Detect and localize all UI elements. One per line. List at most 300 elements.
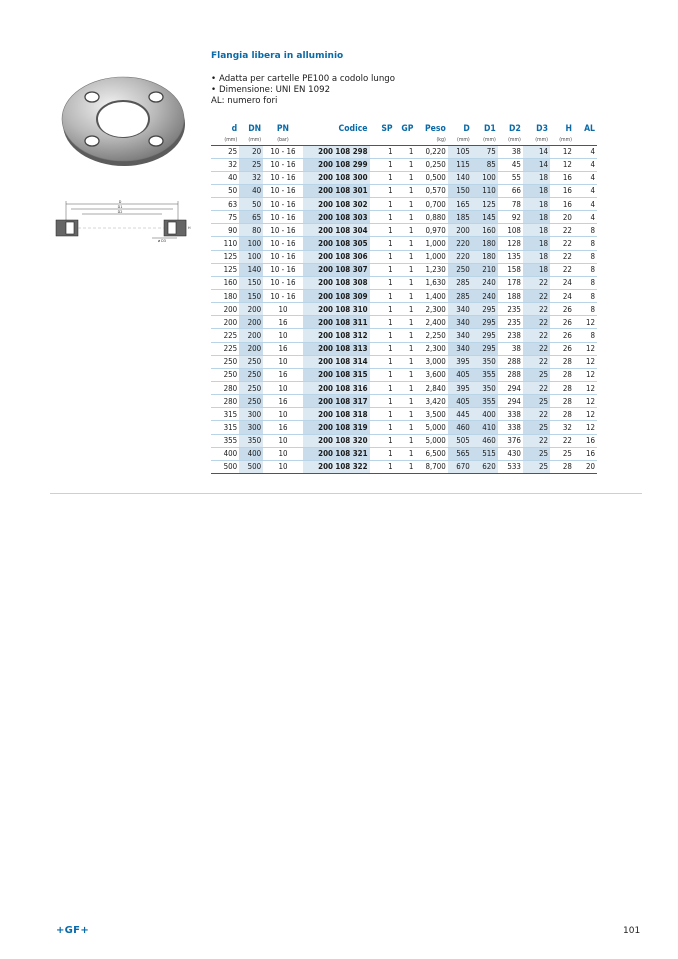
table-cell: 165 (448, 198, 472, 211)
table-row (211, 184, 597, 197)
table-cell: 10 (263, 460, 303, 473)
table-cell: 65 (239, 211, 263, 224)
table-cell: 10 - 16 (263, 145, 303, 158)
col-header: GP (401, 124, 414, 134)
table-cell: 16 (574, 434, 597, 447)
table-cell: 200 108 300 (303, 171, 370, 184)
table-cell: 200 (448, 224, 472, 237)
table-cell: 128 (498, 237, 523, 250)
table-cell: 1 (395, 263, 416, 276)
table-cell: 25 (239, 158, 263, 171)
table-cell: 28 (550, 395, 574, 408)
table-cell: 1 (370, 158, 395, 171)
table-cell: 565 (448, 447, 472, 460)
table-cell: 28 (550, 408, 574, 421)
table-cell: 1 (370, 342, 395, 355)
table-cell: 92 (498, 211, 523, 224)
table-cell: 294 (498, 395, 523, 408)
table-cell: 3,420 (415, 395, 447, 408)
table-cell: 3,000 (415, 355, 447, 368)
product-notes (211, 74, 395, 107)
table-cell: 10 (263, 329, 303, 342)
table-cell: 25 (523, 368, 550, 381)
table-cell: 350 (472, 382, 498, 395)
bullet-item: • Dimensione: UNI EN 1092 (211, 85, 395, 96)
table-cell: 200 108 305 (303, 237, 370, 250)
table-cell: 16 (263, 368, 303, 381)
table-cell: 315 (211, 421, 239, 434)
table-cell: 1 (395, 316, 416, 329)
col-header: H (565, 124, 572, 134)
table-cell: 5,000 (415, 421, 447, 434)
table-cell: 250 (239, 382, 263, 395)
table-cell: 150 (239, 276, 263, 289)
table-cell: 295 (472, 316, 498, 329)
table-cell: 200 108 299 (303, 158, 370, 171)
table-row (211, 211, 597, 224)
dim-label-D3: ø D3 (158, 239, 166, 243)
table-body (211, 145, 597, 474)
table-cell: 250 (239, 395, 263, 408)
table-cell: 1 (395, 211, 416, 224)
table-cell: 200 108 313 (303, 342, 370, 355)
table-cell: 200 (211, 303, 239, 316)
table-cell: 8 (574, 237, 597, 250)
table-cell: 285 (448, 290, 472, 303)
table-cell: 4 (574, 145, 597, 158)
table-cell: 1 (370, 382, 395, 395)
table-cell: 200 108 303 (303, 211, 370, 224)
table-cell: 28 (550, 355, 574, 368)
table-cell: 125 (472, 198, 498, 211)
table-row (211, 395, 597, 408)
table-cell: 5,000 (415, 434, 447, 447)
table-row (211, 290, 597, 303)
table-cell: 280 (211, 395, 239, 408)
table-cell: 200 108 316 (303, 382, 370, 395)
table-row (211, 342, 597, 355)
table-cell: 200 (239, 316, 263, 329)
table-cell: 4 (574, 198, 597, 211)
table-cell: 200 108 317 (303, 395, 370, 408)
table-cell: 22 (550, 434, 574, 447)
table-cell: 140 (239, 263, 263, 276)
table-cell: 2,400 (415, 316, 447, 329)
table-cell: 100 (239, 237, 263, 250)
unit-label: (mm) (498, 136, 523, 145)
col-header: D1 (484, 124, 496, 134)
table-cell: 10 - 16 (263, 171, 303, 184)
table-cell: 24 (550, 290, 574, 303)
table-cell: 1 (370, 421, 395, 434)
col-header: Codice (338, 124, 368, 134)
table-cell: 22 (523, 434, 550, 447)
table-cell: 1 (370, 237, 395, 250)
table-cell: 1 (370, 434, 395, 447)
table-cell: 12 (574, 421, 597, 434)
table-cell: 235 (498, 316, 523, 329)
table-row (211, 158, 597, 171)
table-cell: 12 (574, 408, 597, 421)
table-cell: 1 (370, 184, 395, 197)
table-cell: 18 (523, 184, 550, 197)
table-cell: 20 (574, 460, 597, 473)
table-cell: 12 (574, 395, 597, 408)
table-cell: 10 - 16 (263, 290, 303, 303)
col-header: PN (276, 124, 290, 134)
section-divider (50, 493, 642, 494)
unit-label: (mm) (472, 136, 498, 145)
table-cell: 10 - 16 (263, 263, 303, 276)
table-cell: 1 (395, 460, 416, 473)
table-cell: 200 108 310 (303, 303, 370, 316)
table-cell: 1 (395, 368, 416, 381)
table-cell: 25 (523, 421, 550, 434)
table-cell: 1 (395, 224, 416, 237)
table-cell: 28 (550, 382, 574, 395)
table-cell: 200 108 318 (303, 408, 370, 421)
table-cell: 200 108 314 (303, 355, 370, 368)
page-number: 101 (623, 926, 641, 936)
table-cell: 340 (448, 316, 472, 329)
table-row (211, 460, 597, 473)
table-cell: 28 (550, 368, 574, 381)
table-cell: 285 (448, 276, 472, 289)
unit-label: (mm) (523, 136, 550, 145)
table-row (211, 303, 597, 316)
table-cell: 340 (448, 342, 472, 355)
table-cell: 294 (498, 382, 523, 395)
table-cell: 1 (370, 224, 395, 237)
table-cell: 1 (370, 395, 395, 408)
flange-section-drawing (52, 198, 190, 248)
table-row (211, 171, 597, 184)
table-cell: 8 (574, 250, 597, 263)
table-row (211, 263, 597, 276)
table-cell: 670 (448, 460, 472, 473)
table-cell: 26 (550, 303, 574, 316)
table-cell: 200 108 311 (303, 316, 370, 329)
col-header: AL (584, 124, 595, 134)
table-cell: 460 (472, 434, 498, 447)
table-row (211, 355, 597, 368)
table-cell: 210 (472, 263, 498, 276)
table-cell: 200 108 322 (303, 460, 370, 473)
product-title: Flangia libera in alluminio (211, 51, 344, 61)
col-header: SP (381, 124, 393, 134)
table-cell: 200 108 321 (303, 447, 370, 460)
unit-label: (mm) (550, 136, 574, 145)
table-cell: 295 (472, 342, 498, 355)
table-cell: 18 (523, 198, 550, 211)
table-cell: 400 (472, 408, 498, 421)
table-row (211, 368, 597, 381)
table-cell: 1 (395, 198, 416, 211)
table-cell: 445 (448, 408, 472, 421)
table-cell: 505 (448, 434, 472, 447)
table-cell: 4 (574, 171, 597, 184)
table-cell: 10 - 16 (263, 198, 303, 211)
table-cell: 1 (395, 329, 416, 342)
table-cell: 185 (448, 211, 472, 224)
table-cell: 66 (498, 184, 523, 197)
table-cell: 63 (211, 198, 239, 211)
dim-label-H: H (188, 226, 191, 230)
table-cell: 22 (550, 224, 574, 237)
table-cell: 1 (395, 447, 416, 460)
table-cell: 10 - 16 (263, 250, 303, 263)
table-cell: 32 (239, 171, 263, 184)
table-cell: 300 (239, 421, 263, 434)
table-cell: 16 (263, 421, 303, 434)
table-cell: 160 (472, 224, 498, 237)
table-cell: 10 - 16 (263, 237, 303, 250)
table-cell: 22 (523, 382, 550, 395)
unit-label (303, 136, 370, 145)
spec-table (211, 122, 597, 474)
table-cell: 1 (395, 421, 416, 434)
table-cell: 12 (550, 145, 574, 158)
table-cell: 75 (472, 145, 498, 158)
table-cell: 125 (211, 250, 239, 263)
dim-label-D: D (118, 200, 122, 204)
table-cell: 1 (395, 382, 416, 395)
table-row (211, 316, 597, 329)
table-cell: 100 (472, 171, 498, 184)
table-cell: 100 (239, 250, 263, 263)
table-cell: 10 - 16 (263, 224, 303, 237)
table-cell: 1 (370, 316, 395, 329)
table-cell: 22 (523, 408, 550, 421)
table-cell: 400 (239, 447, 263, 460)
table-row (211, 224, 597, 237)
table-cell: 460 (448, 421, 472, 434)
col-header: D3 (536, 124, 548, 134)
unit-label: (mm) (239, 136, 263, 145)
table-cell: 4 (574, 211, 597, 224)
table-cell: 10 (263, 447, 303, 460)
table-cell: 145 (472, 211, 498, 224)
table-cell: 200 108 302 (303, 198, 370, 211)
table-cell: 1 (370, 303, 395, 316)
table-cell: 22 (523, 303, 550, 316)
table-cell: 238 (498, 329, 523, 342)
table-cell: 250 (211, 368, 239, 381)
table-cell: 135 (498, 250, 523, 263)
table-cell: 50 (239, 198, 263, 211)
table-cell: 150 (448, 184, 472, 197)
table-cell: 14 (523, 158, 550, 171)
table-cell: 200 108 312 (303, 329, 370, 342)
table-cell: 25 (523, 447, 550, 460)
col-header: D2 (509, 124, 521, 134)
table-cell: 25 (523, 460, 550, 473)
table-cell: 225 (211, 342, 239, 355)
table-row (211, 145, 597, 158)
table-cell: 500 (239, 460, 263, 473)
table-cell: 400 (211, 447, 239, 460)
table-cell: 22 (523, 355, 550, 368)
table-cell: 1 (395, 342, 416, 355)
table-cell: 350 (472, 355, 498, 368)
table-cell: 430 (498, 447, 523, 460)
table-cell: 1 (370, 408, 395, 421)
table-cell: 8 (574, 329, 597, 342)
table-cell: 26 (550, 342, 574, 355)
table-cell: 25 (550, 447, 574, 460)
table-cell: 8 (574, 224, 597, 237)
table-cell: 1 (395, 303, 416, 316)
table-cell: 22 (550, 250, 574, 263)
table-cell: 0,880 (415, 211, 447, 224)
table-cell: 180 (472, 237, 498, 250)
bullet-item: • Adatta per cartelle PE100 a codolo lungo (211, 74, 395, 85)
table-cell: 3,600 (415, 368, 447, 381)
table-cell: 10 - 16 (263, 276, 303, 289)
col-header: D (463, 124, 470, 134)
table-cell: 16 (550, 198, 574, 211)
table-cell: 1 (370, 447, 395, 460)
table-cell: 0,220 (415, 145, 447, 158)
table-cell: 12 (550, 158, 574, 171)
table-cell: 1 (395, 395, 416, 408)
table-cell: 16 (574, 447, 597, 460)
table-cell: 12 (574, 368, 597, 381)
table-cell: 2,300 (415, 342, 447, 355)
table-cell: 22 (523, 290, 550, 303)
table-cell: 45 (498, 158, 523, 171)
table-cell: 295 (472, 329, 498, 342)
table-cell: 1 (395, 355, 416, 368)
table-cell: 105 (448, 145, 472, 158)
table-cell: 200 108 315 (303, 368, 370, 381)
table-cell: 288 (498, 368, 523, 381)
table-cell: 338 (498, 421, 523, 434)
table-cell: 200 (211, 316, 239, 329)
table-row (211, 198, 597, 211)
table-cell: 160 (211, 276, 239, 289)
table-cell: 338 (498, 408, 523, 421)
table-cell: 110 (472, 184, 498, 197)
table-cell: 0,250 (415, 158, 447, 171)
table-row (211, 434, 597, 447)
table-cell: 25 (523, 395, 550, 408)
table-cell: 26 (550, 316, 574, 329)
table-cell: 32 (550, 421, 574, 434)
table-cell: 22 (550, 237, 574, 250)
table-cell: 28 (550, 460, 574, 473)
table-cell: 340 (448, 303, 472, 316)
table-cell: 240 (472, 290, 498, 303)
table-cell: 16 (550, 171, 574, 184)
table-cell: 355 (472, 395, 498, 408)
table-cell: 533 (498, 460, 523, 473)
table-cell: 1 (395, 434, 416, 447)
table-cell: 90 (211, 224, 239, 237)
table-cell: 240 (472, 276, 498, 289)
table-header-row (211, 122, 597, 136)
table-cell: 200 108 308 (303, 276, 370, 289)
table-cell: 150 (239, 290, 263, 303)
table-cell: 1 (395, 276, 416, 289)
table-cell: 200 108 309 (303, 290, 370, 303)
table-cell: 220 (448, 250, 472, 263)
table-cell: 50 (211, 184, 239, 197)
table-cell: 38 (498, 145, 523, 158)
table-cell: 180 (472, 250, 498, 263)
table-cell: 200 (239, 342, 263, 355)
table-cell: 8 (574, 276, 597, 289)
table-cell: 2,300 (415, 303, 447, 316)
table-cell: 295 (472, 303, 498, 316)
table-cell: 1,630 (415, 276, 447, 289)
table-cell: 16 (263, 342, 303, 355)
unit-label (370, 136, 395, 145)
table-cell: 18 (523, 171, 550, 184)
table-cell: 24 (550, 276, 574, 289)
table-cell: 16 (263, 395, 303, 408)
table-cell: 0,700 (415, 198, 447, 211)
table-cell: 26 (550, 329, 574, 342)
table-row (211, 276, 597, 289)
table-cell: 18 (523, 211, 550, 224)
table-cell: 355 (211, 434, 239, 447)
table-cell: 18 (523, 263, 550, 276)
table-cell: 200 108 306 (303, 250, 370, 263)
table-cell: 8 (574, 290, 597, 303)
table-cell: 8,700 (415, 460, 447, 473)
table-cell: 1 (395, 145, 416, 158)
table-cell: 1,400 (415, 290, 447, 303)
table-cell: 1 (370, 263, 395, 276)
table-cell: 1 (370, 276, 395, 289)
table-cell: 10 (263, 434, 303, 447)
table-cell: 18 (523, 250, 550, 263)
brand-logo: +GF+ (56, 925, 89, 936)
table-cell: 1 (370, 355, 395, 368)
table-cell: 78 (498, 198, 523, 211)
table-cell: 1 (395, 171, 416, 184)
table-row (211, 250, 597, 263)
holes-note: AL: numero fori (211, 96, 278, 106)
unit-label (395, 136, 416, 145)
table-cell: 140 (448, 171, 472, 184)
table-cell: 235 (498, 303, 523, 316)
unit-label (574, 136, 597, 145)
table-cell: 1 (370, 198, 395, 211)
table-cell: 1 (395, 290, 416, 303)
table-cell: 250 (239, 368, 263, 381)
table-cell: 22 (523, 342, 550, 355)
table-row (211, 408, 597, 421)
table-cell: 40 (239, 184, 263, 197)
table-cell: 18 (523, 224, 550, 237)
table-cell: 2,250 (415, 329, 447, 342)
table-cell: 220 (448, 237, 472, 250)
table-cell: 200 108 298 (303, 145, 370, 158)
table-row (211, 329, 597, 342)
table-cell: 8 (574, 303, 597, 316)
table-cell: 22 (523, 276, 550, 289)
table-row (211, 382, 597, 395)
table-cell: 395 (448, 355, 472, 368)
table-cell: 1 (395, 158, 416, 171)
table-cell: 250 (211, 355, 239, 368)
table-cell: 22 (550, 263, 574, 276)
col-header: DN (248, 124, 262, 134)
table-cell: 12 (574, 316, 597, 329)
table-cell: 200 (239, 303, 263, 316)
